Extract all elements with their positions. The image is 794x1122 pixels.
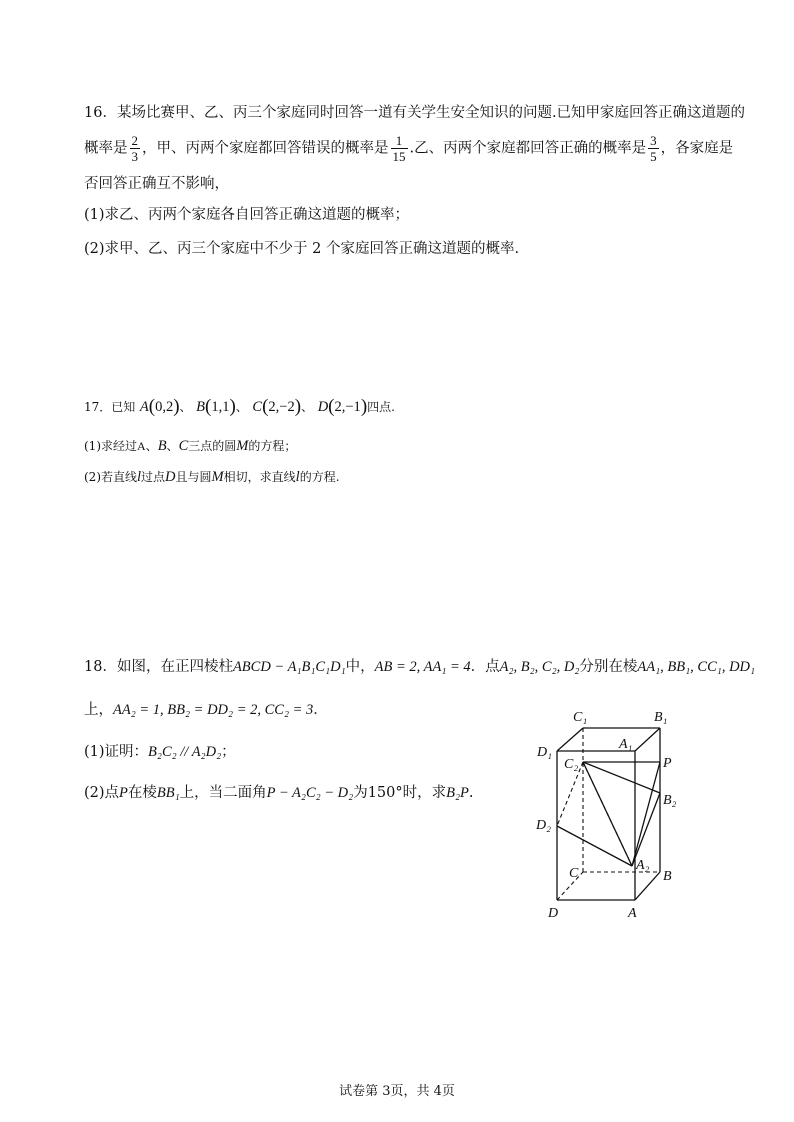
fraction-jia-correct: $\frac{2}{3}$: [131, 133, 138, 164]
label-A2: A₂: [636, 858, 650, 873]
q17-part1: (1)求经过A、B、C三点的圆M的方程；: [84, 438, 297, 454]
label-C2: C₂: [564, 757, 579, 772]
label-A: A: [628, 906, 637, 921]
q16-line1: 16．某场比赛甲、乙、丙三个家庭同时回答一道有关学生安全知识的问题.已知甲家庭回答正确这道题的: [84, 105, 746, 121]
label-A1: A₁: [619, 737, 633, 752]
label-D1: D₁: [537, 745, 552, 760]
label-B2: B₂: [663, 793, 677, 808]
edge-AB: [635, 872, 660, 900]
q18-part2: (2)点P在棱BB₁上，当二面角P − A₂C₂ − D₂为150°时，求B₂P.: [84, 785, 474, 801]
seg-C2B2: [583, 762, 660, 793]
prism-figure: [524, 698, 694, 926]
label-D: D: [548, 906, 559, 921]
label-P: P: [663, 756, 672, 771]
edge-A1B1: [635, 728, 660, 751]
label-C: C: [569, 866, 579, 881]
seg-A2P: [632, 762, 660, 866]
q18-line2: 上，AA₂ = 1, BB₂ = DD₂ = 2, CC₂ = 3．: [84, 702, 328, 718]
label-B1: B₁: [654, 710, 668, 725]
label-B: B: [663, 869, 672, 884]
q16-line3: 否回答正确互不影响，: [84, 176, 229, 192]
page-footer: 试卷第 3页，共 4页: [339, 1084, 455, 1099]
seg-D2A2: [557, 826, 632, 866]
edge-D1C1: [557, 728, 583, 751]
q16-part1: (1)求乙、丙两个家庭各自回答正确这道题的概率；: [84, 207, 410, 223]
label-D2: D₂: [536, 818, 551, 833]
seg-A2B2: [632, 793, 660, 866]
q18-part1: (1)证明：B₂C₂ // A₂D₂；: [84, 744, 236, 760]
q17-part2: (2)若直线l过点D且与圆M相切，求直线l的方程.: [84, 469, 340, 485]
q16-part2: (2)求甲、乙、丙三个家庭中不少于 2 个家庭回答正确这道题的概率.: [84, 241, 520, 257]
q16-line2: 概率是 $\frac{2}{3}$ ，甲、丙两个家庭都回答错误的概率是 $\frac{1}{15}$ .乙、丙两个家庭都回答正确的概率是 $\frac{3}{5}$ ，各家庭是: [84, 133, 734, 164]
fraction-both-right: $\frac{3}{5}$: [650, 133, 657, 164]
q18-line1: 18．如图，在正四棱柱ABCD − A₁B₁C₁D₁中，AB = 2, AA₁ = 4．点A₂, B₂, C₂, D₂分别在棱AA₁, BB₁, CC₁, DD₁: [84, 659, 756, 675]
fraction-both-wrong: $\frac{1}{15}$: [392, 133, 406, 164]
q17-intro: 17．已知 A(0,2)、 B(1,1)、 C(2,−2)、 D(2,−1)四点.: [84, 396, 395, 417]
label-C1: C₁: [573, 710, 588, 725]
